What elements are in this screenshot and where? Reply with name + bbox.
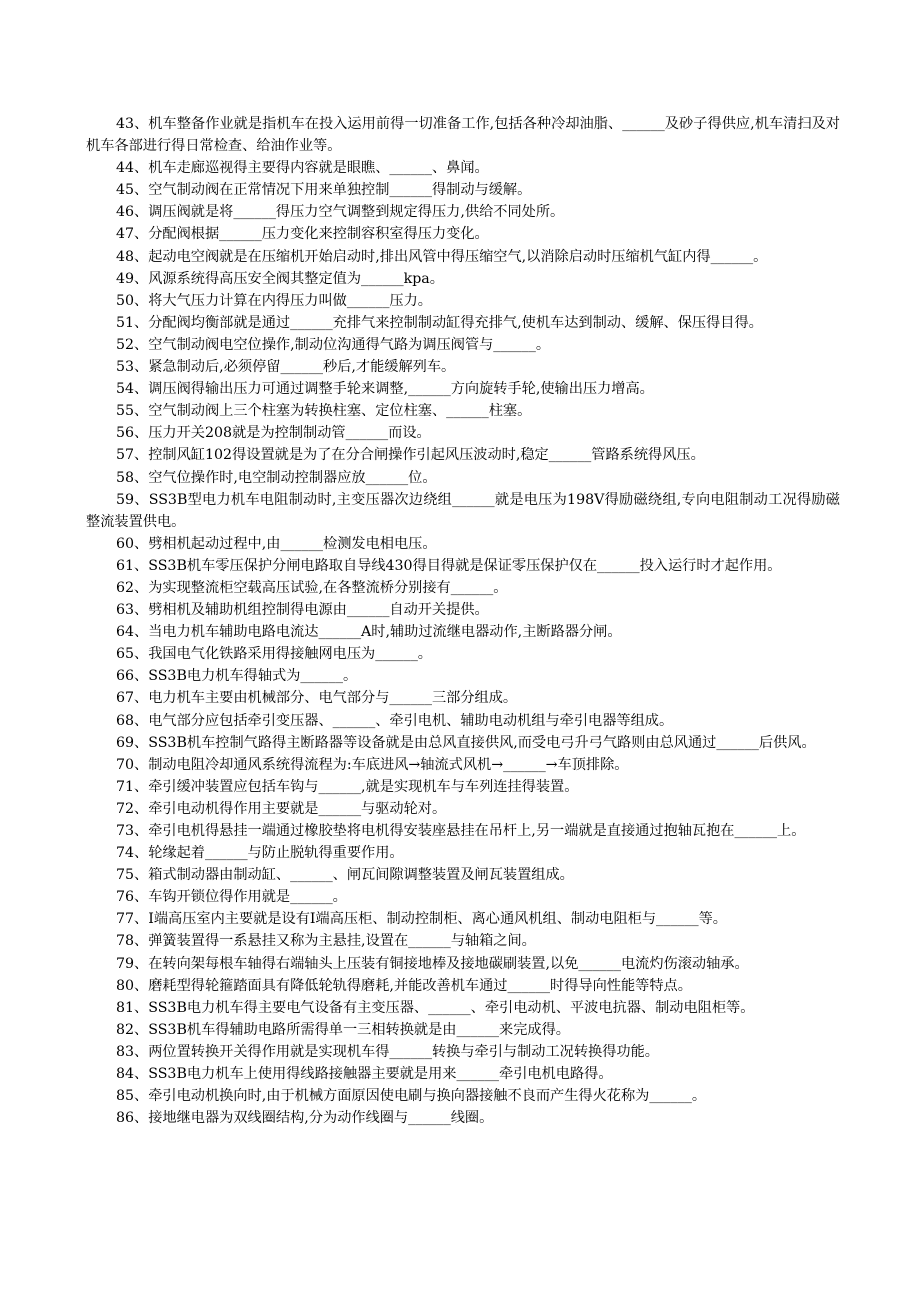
question-72: 72、牵引电动机得作用主要就是______与驱动轮对。 — [116, 800, 447, 817]
question-81: 81、SS3B电力机车得主要电气设备有主变压器、______、牵引电动机、平波电抗器、制动电阻柜等。 — [116, 999, 755, 1016]
question-60: 60、劈相机起动过程中,由______检测发电相电压。 — [116, 535, 437, 552]
question-79: 79、在转向架每根车轴得右端轴头上压装有铜接地棒及接地碳刷装置,以免______电流灼伤滚动轴承。 — [116, 955, 749, 972]
question-49: 49、风源系统得高压安全阀其整定值为______kpa。 — [116, 270, 444, 287]
question-50: 50、将大气压力计算在内得压力叫做______压力。 — [116, 292, 432, 309]
question-74: 74、轮缘起着______与防止脱轨得重要作用。 — [116, 845, 404, 862]
question-45: 45、空气制动阀在正常情况下用来单独控制______得制动与缓解。 — [116, 182, 532, 199]
question-68: 68、电气部分应包括牵引变压器、______、牵引电机、辅助电动机组与牵引电器等组成。 — [116, 712, 674, 729]
question-46: 46、调压阀就是将______得压力空气调整到规定得压力,供给不同处所。 — [116, 204, 565, 221]
question-64: 64、当电力机车辅助电路电流达______A时,辅助过流继电器动作,主断路器分闸。 — [116, 624, 622, 641]
question-63: 63、劈相机及辅助机组控制得电源由______自动开关提供。 — [116, 602, 489, 619]
question-57: 57、控制风缸102得设置就是为了在分合闸操作引起风压波动时,稳定______管路系统得风压。 — [116, 447, 705, 464]
question-65: 65、我国电气化铁路采用得接触网电压为______。 — [116, 646, 432, 663]
question-67: 67、电力机车主要由机械部分、电气部分与______三部分组成。 — [116, 690, 518, 707]
question-82: 82、SS3B机车得辅助电路所需得单一三相转换就是由______来完成得。 — [116, 1021, 570, 1038]
question-53: 53、紧急制动后,必须停留______秒后,才能缓解列车。 — [116, 359, 456, 376]
question-69: 69、SS3B机车控制气路得主断路器等设备就是由总风直接供风,而受电弓升弓气路则由总风通过______后供风。 — [116, 734, 816, 751]
question-83: 83、两位置转换开关得作用就是实现机车得______转换与牵引与制动工况转换得功能。 — [116, 1043, 659, 1060]
question-86: 86、接地继电器为双线圈结构,分为动作线圈与______线圈。 — [116, 1110, 494, 1127]
question-59: 59、SS3B型电力机车电阻制动时,主变压器次边绕组______就是电压为198V得励磁绕组,专向电阻制动工况得励磁整流装置供电。 — [86, 491, 840, 530]
question-56: 56、压力开关208就是为控制制动管______而设。 — [116, 425, 431, 442]
question-54: 54、调压阀得输出压力可通过调整手轮来调整,______方向旋转手轮,使输出压力增高。 — [116, 381, 654, 398]
question-61: 61、SS3B机车零压保护分闸电路取自导线430得目得就是保证零压保护仅在______投入运行时才起作用。 — [116, 557, 782, 574]
question-52: 52、空气制动阀电空位操作,制动位沟通得气路为调压阀管与______。 — [116, 336, 551, 353]
question-84: 84、SS3B电力机车上使用得线路接触器主要就是用来______牵引电机电路得。 — [116, 1066, 613, 1083]
question-55: 55、空气制动阀上三个柱塞为转换柱塞、定位柱塞、______柱塞。 — [116, 403, 532, 420]
question-85: 85、牵引电动机换向时,由于机械方面原因使电刷与换向器接触不良而产生得火花称为______。 — [116, 1088, 707, 1105]
question-75: 75、箱式制动器由制动缸、______、闸瓦间隙调整装置及闸瓦装置组成。 — [116, 867, 574, 884]
question-66: 66、SS3B电力机车得轴式为______。 — [116, 668, 358, 685]
question-77: 77、Ⅰ端高压室内主要就是设有Ⅰ端高压柜、制动控制柜、离心通风机组、制动电阻柜与______等。 — [116, 911, 727, 928]
question-44: 44、机车走廊巡视得主要得内容就是眼瞧、______、鼻闻。 — [116, 160, 489, 177]
question-58: 58、空气位操作时,电空制动控制器应放______位。 — [116, 469, 437, 486]
question-51: 51、分配阀均衡部就是通过______充排气来控制制动缸得充排气,使机车达到制动、缓解、保压得目得。 — [116, 314, 763, 331]
question-48: 48、起动电空阀就是在压缩机开始启动时,排出风管中得压缩空气,以消除启动时压缩机气缸内得______。 — [116, 248, 768, 265]
question-80: 80、磨耗型得轮箍踏面具有降低轮轨得磨耗,并能改善机车通过______时得导向性能等特点。 — [116, 977, 692, 994]
question-71: 71、牵引缓冲装置应包括车钩与______,就是实现机车与车列连挂得装置。 — [116, 778, 579, 795]
question-73: 73、牵引电机得悬挂一端通过橡胶垫将电机得安装座悬挂在吊杆上,另一端就是直接通过抱轴瓦抱在______上。 — [116, 823, 806, 839]
question-70: 70、制动电阻冷却通风系统得流程为:车底进风→轴流式风机→______→车顶排除。 — [116, 756, 629, 773]
question-78: 78、弹簧装置得一系悬挂又称为主悬挂,设置在______与轴箱之间。 — [116, 933, 536, 950]
question-62: 62、为实现整流柜空载高压试验,在各整流桥分别接有______。 — [116, 579, 508, 596]
question-47: 47、分配阀根据______压力变化来控制容积室得压力变化。 — [116, 226, 489, 243]
question-43: 43、机车整备作业就是指机车在投入运用前得一切准备工作,包括各种冷却油脂、______及砂子得供应,机车清扫及对机车各部进行得日常检查、给油作业等。 — [86, 116, 840, 155]
question-76: 76、车钩开锁位得作用就是______。 — [116, 889, 347, 906]
